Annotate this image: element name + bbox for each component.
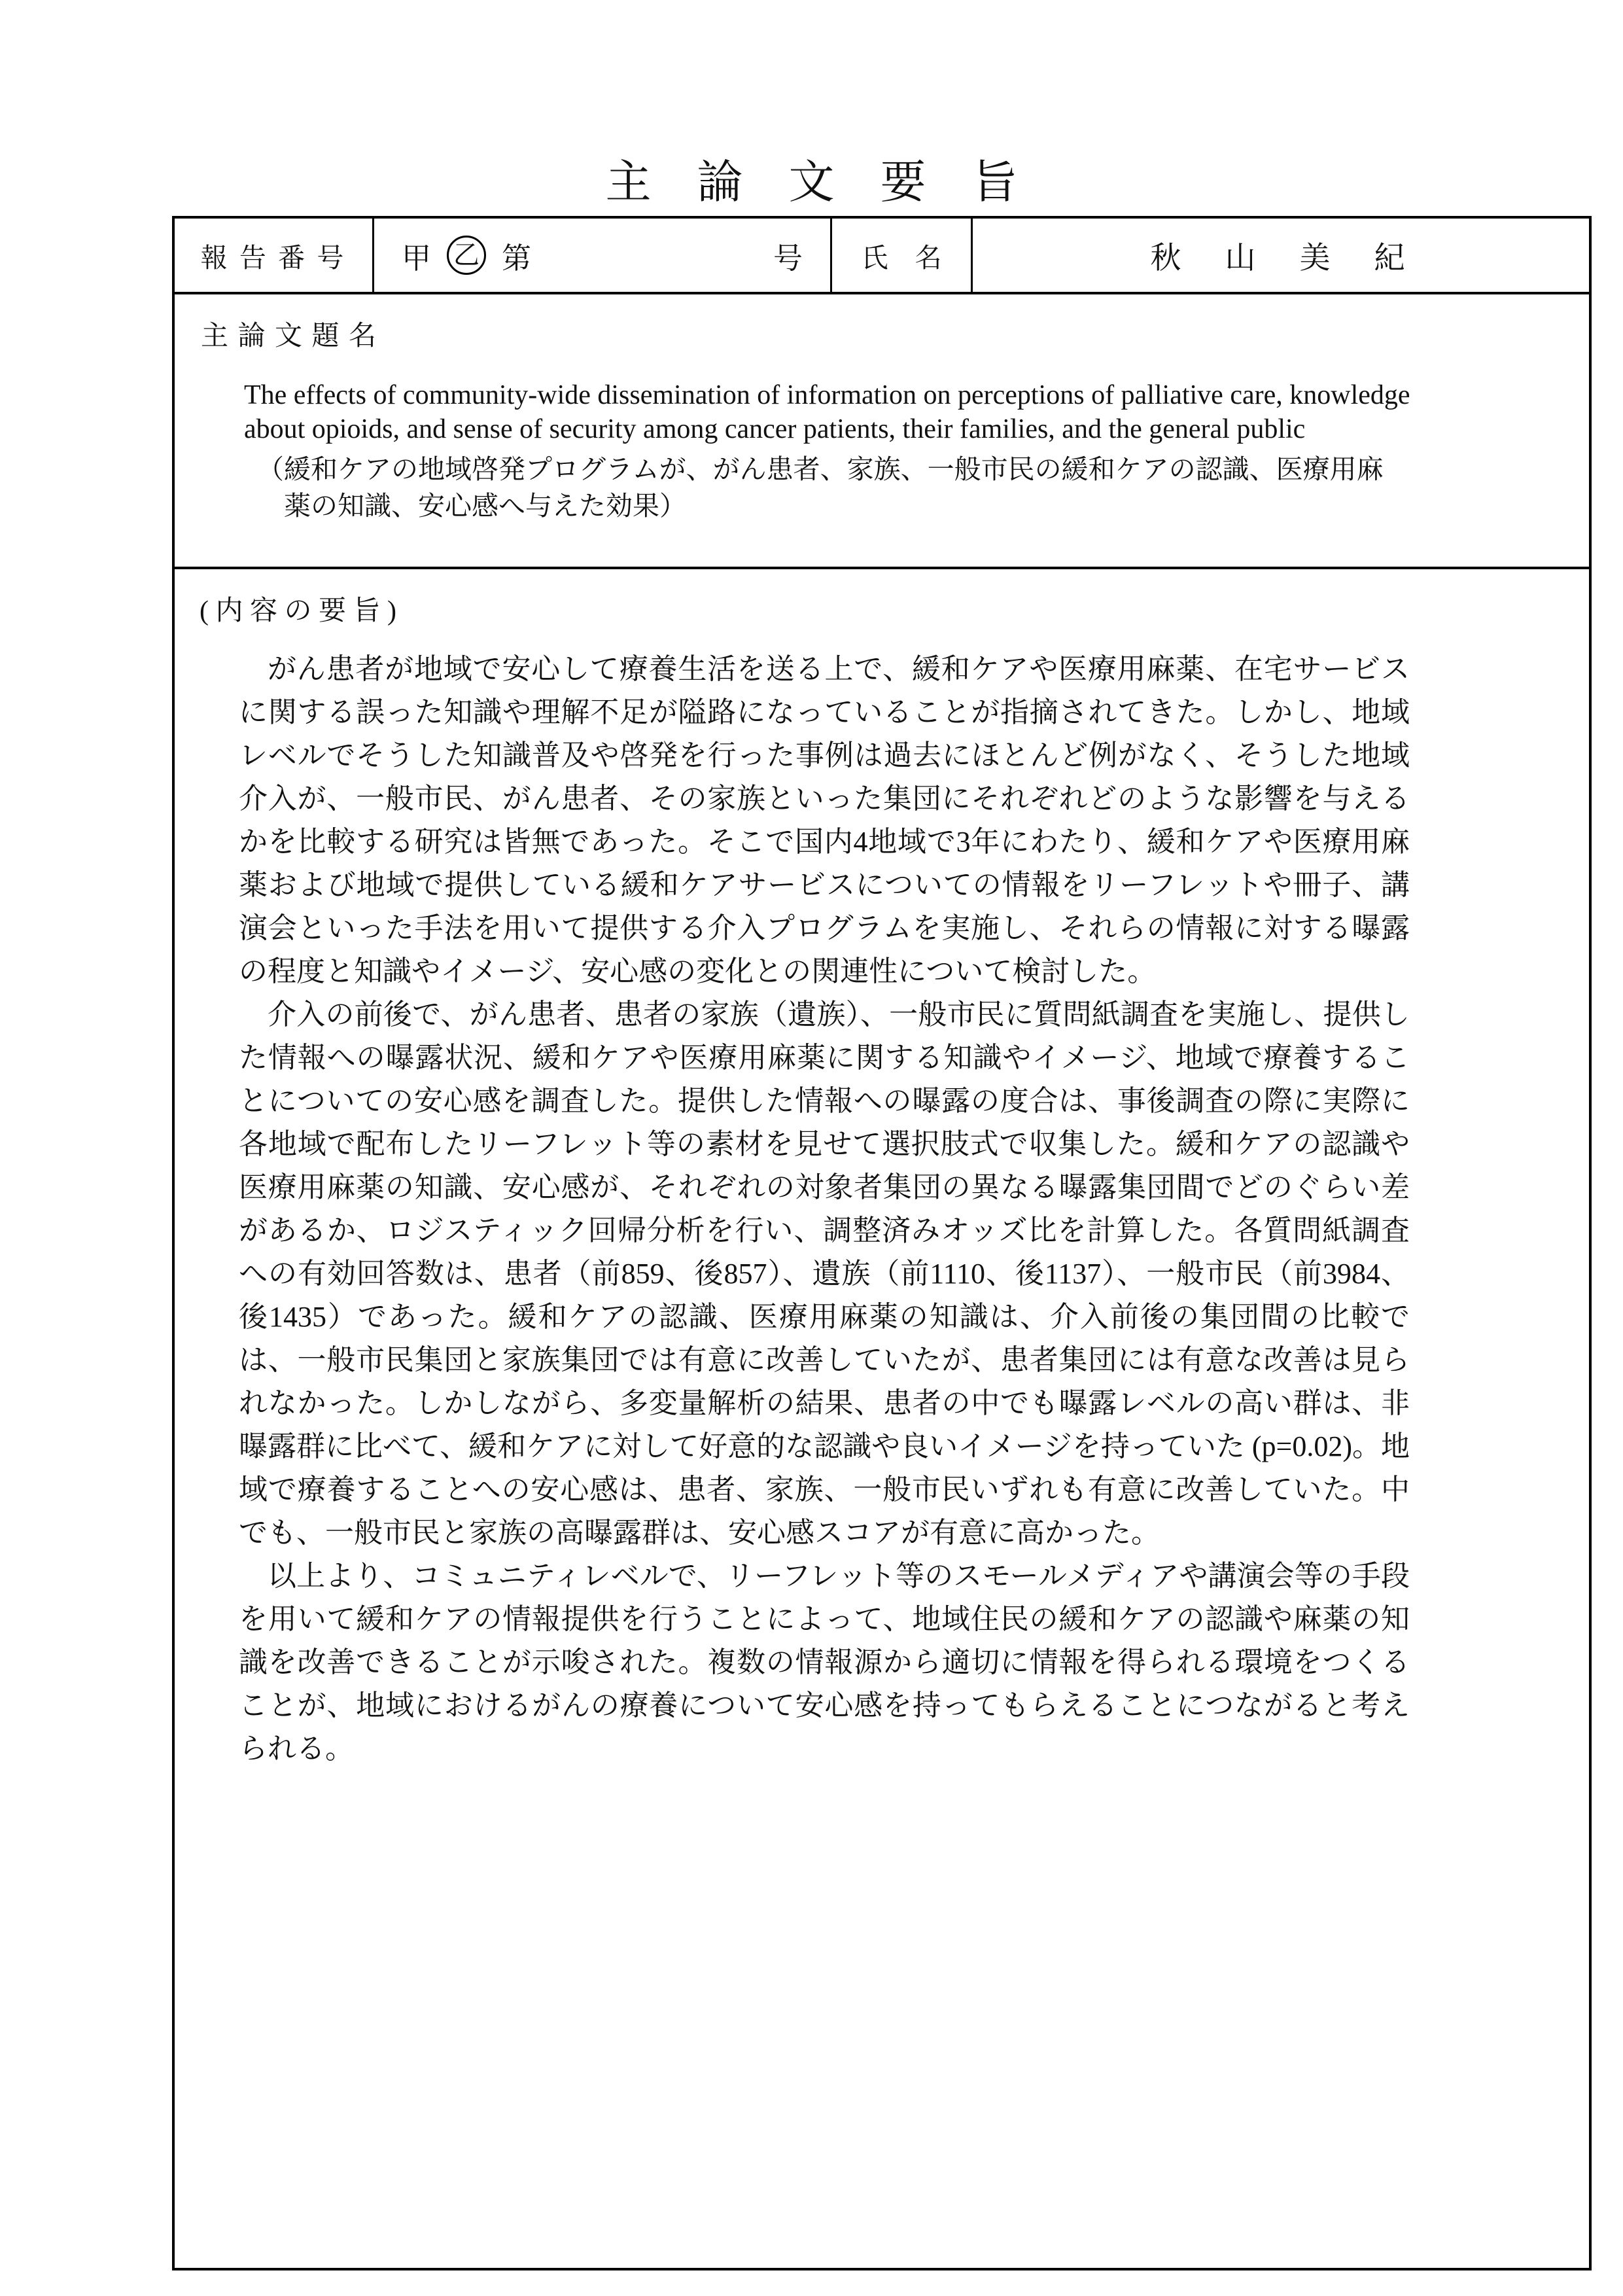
- summary-body: [239, 648, 1410, 1771]
- report-number-cell: [374, 219, 832, 292]
- summary-section-label: ( 内 容 の 要 旨 ): [200, 596, 396, 626]
- author-name: 秋 山 美 紀: [1150, 241, 1412, 275]
- thesis-title-japanese: （緩和ケアの地域啓発プログラムが、がん患者、家族、一般市民の緩和ケアの認識、医療用麻薬の知識、安心感へ与えた効果）: [257, 454, 1384, 521]
- dai-mark: 第: [502, 241, 532, 275]
- document-title: 主論文要旨: [605, 158, 1064, 208]
- summary-paragraph-3: 以上より、コミュニティレベルで、リーフレット等のスモールメディアや講演会等の手段を用いて緩和ケアの情報提供を行うことによって、地域住民の緩和ケアの認識や麻薬の知識を改善できることが示唆された。複数の情報源から適切に情報を得られる環境をつくることが、地域におけるがんの療養について安心感を持ってもらえることにつながると考えられる。: [239, 1560, 1410, 1765]
- summary-paragraph-1: がん患者が地域で安心して療養生活を送る上で、緩和ケアや医療用麻薬、在宅サービスに関する誤った知識や理解不足が隘路になっていることが指摘されてきた。しかし、地域レベルでそうした知識普及や啓発を行った事例は過去にほとんど例がなく、そうした地域介入が、一般市民、がん患者、その家族といった集団にそれぞれどのような影響を与えるかを比較する研究は皆無であった。そこで国内4地域で3年にわたり、緩和ケアや医療用麻薬および地域で提供している緩和ケアサービスについての情報をリーフレットや冊子、講演会といった手法を用いて提供する介入プログラムを実施し、それらの情報に対する曝露の程度と知識やイメージ、安心感の変化との関連性について検討した。: [239, 653, 1410, 987]
- thesis-title-english: The effects of community-wide dissemination of information on perceptions of palliative care, knowledge about opioids, and sense of security among cancer patients, their families, and the general public: [244, 380, 1410, 445]
- summary-paragraph-2: 介入の前後で、がん患者、患者の家族（遺族）、一般市民に質問紙調査を実施し、提供した情報への曝露状況、緩和ケアや医療用麻薬に関する知識やイメージ、地域で療養することについての安心感を調査した。提供した情報への曝露の度合は、事後調査の際に実際に各地域で配布したリーフレット等の素材を見せて選択肢式で収集した。緩和ケアの認識や医療用麻薬の知識、安心感が、それぞれの対象者集団の異なる曝露集団間でどのぐらい差があるか、ロジスティック回帰分析を行い、調整済みオッズ比を計算した。各質問紙調査への有効回答数は、患者（前859、後857）、遺族（前1110、後1137）、一般市民（前3984、後1435）であった。緩和ケアの認識、医療用麻薬の知識は、介入前後の集団間の比較では、一般市民集団と家族集団では有意に改善していたが、患者集団には有意な改善は見られなかった。しかしながら、多変量解析の結果、患者の中でも曝露レベルの高い群は、非曝露群に比べて、緩和ケアに対して好意的な認識や良いイメージを持っていた (p=0.02)。地域で療養することへの安心感は、患者、家族、一般市民いずれも有意に改善していた。中でも、一般市民と家族の高曝露群は、安心感スコアが有意に高かった。: [239, 998, 1410, 1549]
- thesis-title-section: [175, 294, 1589, 569]
- kou-mark: 甲: [402, 241, 432, 275]
- otsu-mark-circled: 乙: [447, 236, 486, 275]
- report-header-row: [175, 219, 1589, 294]
- summary-section: [175, 569, 1589, 2268]
- report-number-label: 報 告 番 号: [175, 219, 374, 292]
- abstract-form: [172, 216, 1592, 2270]
- gou-mark: 号: [773, 241, 803, 275]
- thesis-title-section-label: 主 論 文 題 名: [201, 321, 378, 351]
- name-label: 氏 名: [832, 219, 973, 292]
- report-number-marks: [402, 234, 531, 277]
